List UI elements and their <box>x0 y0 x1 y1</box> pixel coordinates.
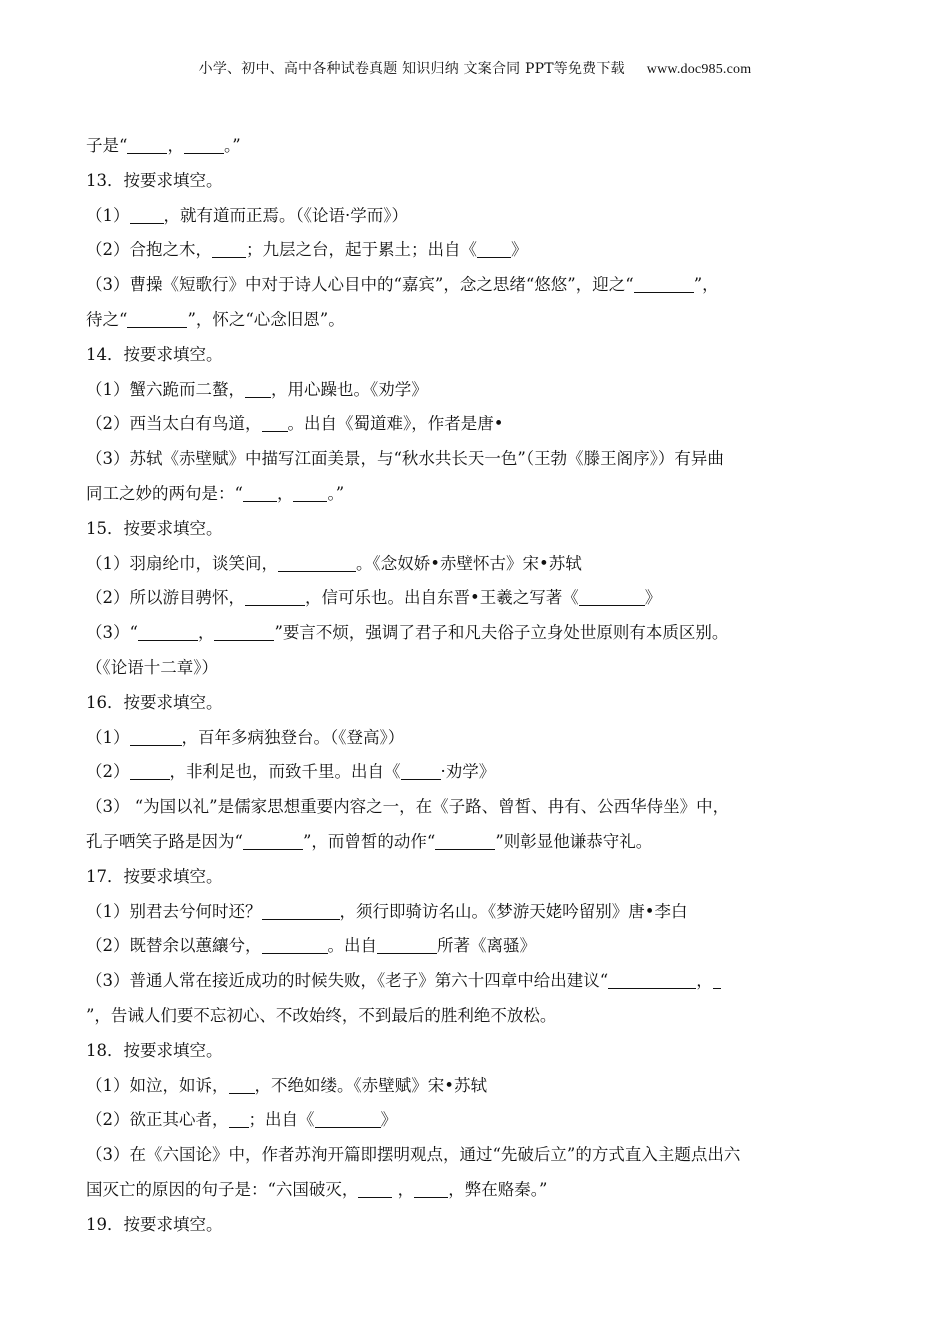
question-16-item-3-cont: 孔子哂笑子路是因为“ ”，而曾皙的动作“ ”则彰显他谦恭守礼。 <box>86 831 653 851</box>
question-13-item-1: （1） ，就有道而正焉。（《论语·学而》） <box>86 205 408 225</box>
answer-blank[interactable] <box>477 239 511 258</box>
question-13-item-3-cont: 待之“ ”，怀之“心念旧恩”。 <box>86 309 345 329</box>
answer-blank[interactable] <box>245 587 305 606</box>
answer-blank[interactable] <box>435 831 495 850</box>
answer-blank[interactable] <box>130 761 170 780</box>
question-17-item-1: （1）别君去兮何时还？ ，须行即骑访名山。《梦游天姥吟留别》唐•李白 <box>86 901 688 921</box>
answer-blank[interactable] <box>130 727 182 746</box>
question-17-item-2: （2）既替余以蕙纕兮， 。出自 所著《离骚》 <box>86 936 536 956</box>
answer-blank[interactable] <box>414 1179 448 1198</box>
answer-blank[interactable] <box>401 761 441 780</box>
answer-blank[interactable] <box>138 622 198 641</box>
header-site-link[interactable]: www.doc985.com <box>646 62 752 77</box>
answer-blank[interactable] <box>634 274 694 293</box>
answer-blank[interactable] <box>127 135 167 154</box>
question-15-item-2: （2）所以游目骋怀， ，信可乐也。出自东晋•王羲之写著《 》 <box>86 588 662 608</box>
question-16-heading: 16．按要求填空。 <box>86 692 223 712</box>
answer-blank[interactable] <box>608 970 696 989</box>
answer-blank[interactable] <box>377 935 437 954</box>
answer-blank[interactable] <box>358 1179 392 1198</box>
answer-blank[interactable] <box>243 831 303 850</box>
answer-blank[interactable] <box>214 622 274 641</box>
answer-blank[interactable] <box>130 205 164 224</box>
answer-blank[interactable] <box>245 379 271 398</box>
answer-blank[interactable] <box>184 135 224 154</box>
question-13-item-3: （3）曹操《短歌行》中对于诗人心目中的“嘉宾”，念之思绪“悠悠”，迎之“ ”， <box>86 275 719 295</box>
question-14-item-3-cont: 同工之妙的两句是：“ ， 。” <box>86 483 345 503</box>
question-15-heading: 15．按要求填空。 <box>86 518 223 538</box>
answer-blank[interactable] <box>713 970 721 989</box>
answer-blank[interactable] <box>212 239 246 258</box>
answer-blank[interactable] <box>229 1109 249 1128</box>
question-15-item-3: （3）“ ， ”要言不烦，强调了君子和凡夫俗子立身处世原则有本质区别。 <box>86 623 729 643</box>
question-15-item-1: （1）羽扇纶巾，谈笑间， 。《念奴娇•赤壁怀古》宋•苏轼 <box>86 553 582 573</box>
question-14-item-2: （2）西当太白有鸟道， 。出自《蜀道难》，作者是唐• <box>86 414 504 434</box>
answer-blank[interactable] <box>243 483 277 502</box>
question-17-item-3: （3）普通人常在接近成功的时候失败，《老子》第六十四章中给出建议“ ， <box>86 964 866 999</box>
question-13-item-2: （2）合抱之木， ；九层之台，起于累土；出自《 》 <box>86 240 528 260</box>
answer-blank[interactable] <box>315 1109 381 1128</box>
question-17-heading: 17．按要求填空。 <box>86 866 223 886</box>
answer-blank[interactable] <box>127 309 187 328</box>
question-18-item-1: （1）如泣，如诉， ，不绝如缕。《赤壁赋》宋•苏轼 <box>86 1075 487 1095</box>
question-17-item-3-cont: ”，告诫人们要不忘初心、不改始终，不到最后的胜利绝不放松。 <box>86 1005 557 1025</box>
question-16-item-3: （3） “为国以礼”是儒家思想重要内容之一，在《子路、曾皙、冉有、公西华侍坐》中， <box>86 797 730 817</box>
answer-blank[interactable] <box>293 483 327 502</box>
question-content <box>86 129 866 1243</box>
answer-blank[interactable] <box>262 935 328 954</box>
question-19-heading: 19．按要求填空。 <box>86 1214 223 1234</box>
page-header <box>0 58 950 78</box>
question-18-item-2: （2）欲正其心者， ；出自《 》 <box>86 1110 397 1130</box>
header-text: 小学、初中、高中各种试卷真题 知识归纳 文案合同 PPT等免费下载 <box>198 61 625 77</box>
question-14-item-3: （3）苏轼《赤壁赋》中描写江面美景，与“秋水共长天一色”（王勃《滕王阁序》）有异曲 <box>86 449 724 469</box>
text-line: 子是“ ， 。” <box>86 136 241 155</box>
question-13-heading: 13．按要求填空。 <box>86 170 223 190</box>
question-14-item-1: （1）蟹六跪而二螯， ，用心躁也。《劝学》 <box>86 379 428 399</box>
question-18-heading: 18．按要求填空。 <box>86 1040 223 1060</box>
question-15-item-3-cont: （《论语十二章》） <box>86 657 218 677</box>
answer-blank[interactable] <box>262 901 340 920</box>
question-18-item-3-cont: 国灭亡的原因的句子是：“六国破灭， ， ，弊在赂秦。” <box>86 1179 548 1199</box>
answer-blank[interactable] <box>262 413 288 432</box>
question-16-item-2: （2） ，非利足也，而致千里。出自《 ·劝学》 <box>86 762 496 782</box>
answer-blank[interactable] <box>229 1075 255 1094</box>
answer-blank[interactable] <box>278 553 356 572</box>
question-16-item-1: （1） ，百年多病独登台。（《登高》） <box>86 727 405 747</box>
question-14-heading: 14．按要求填空。 <box>86 344 223 364</box>
answer-blank[interactable] <box>579 587 645 606</box>
question-18-item-3: （3）在《六国论》中，作者苏洵开篇即摆明观点，通过“先破后立”的方式直入主题点出六 <box>86 1145 741 1165</box>
